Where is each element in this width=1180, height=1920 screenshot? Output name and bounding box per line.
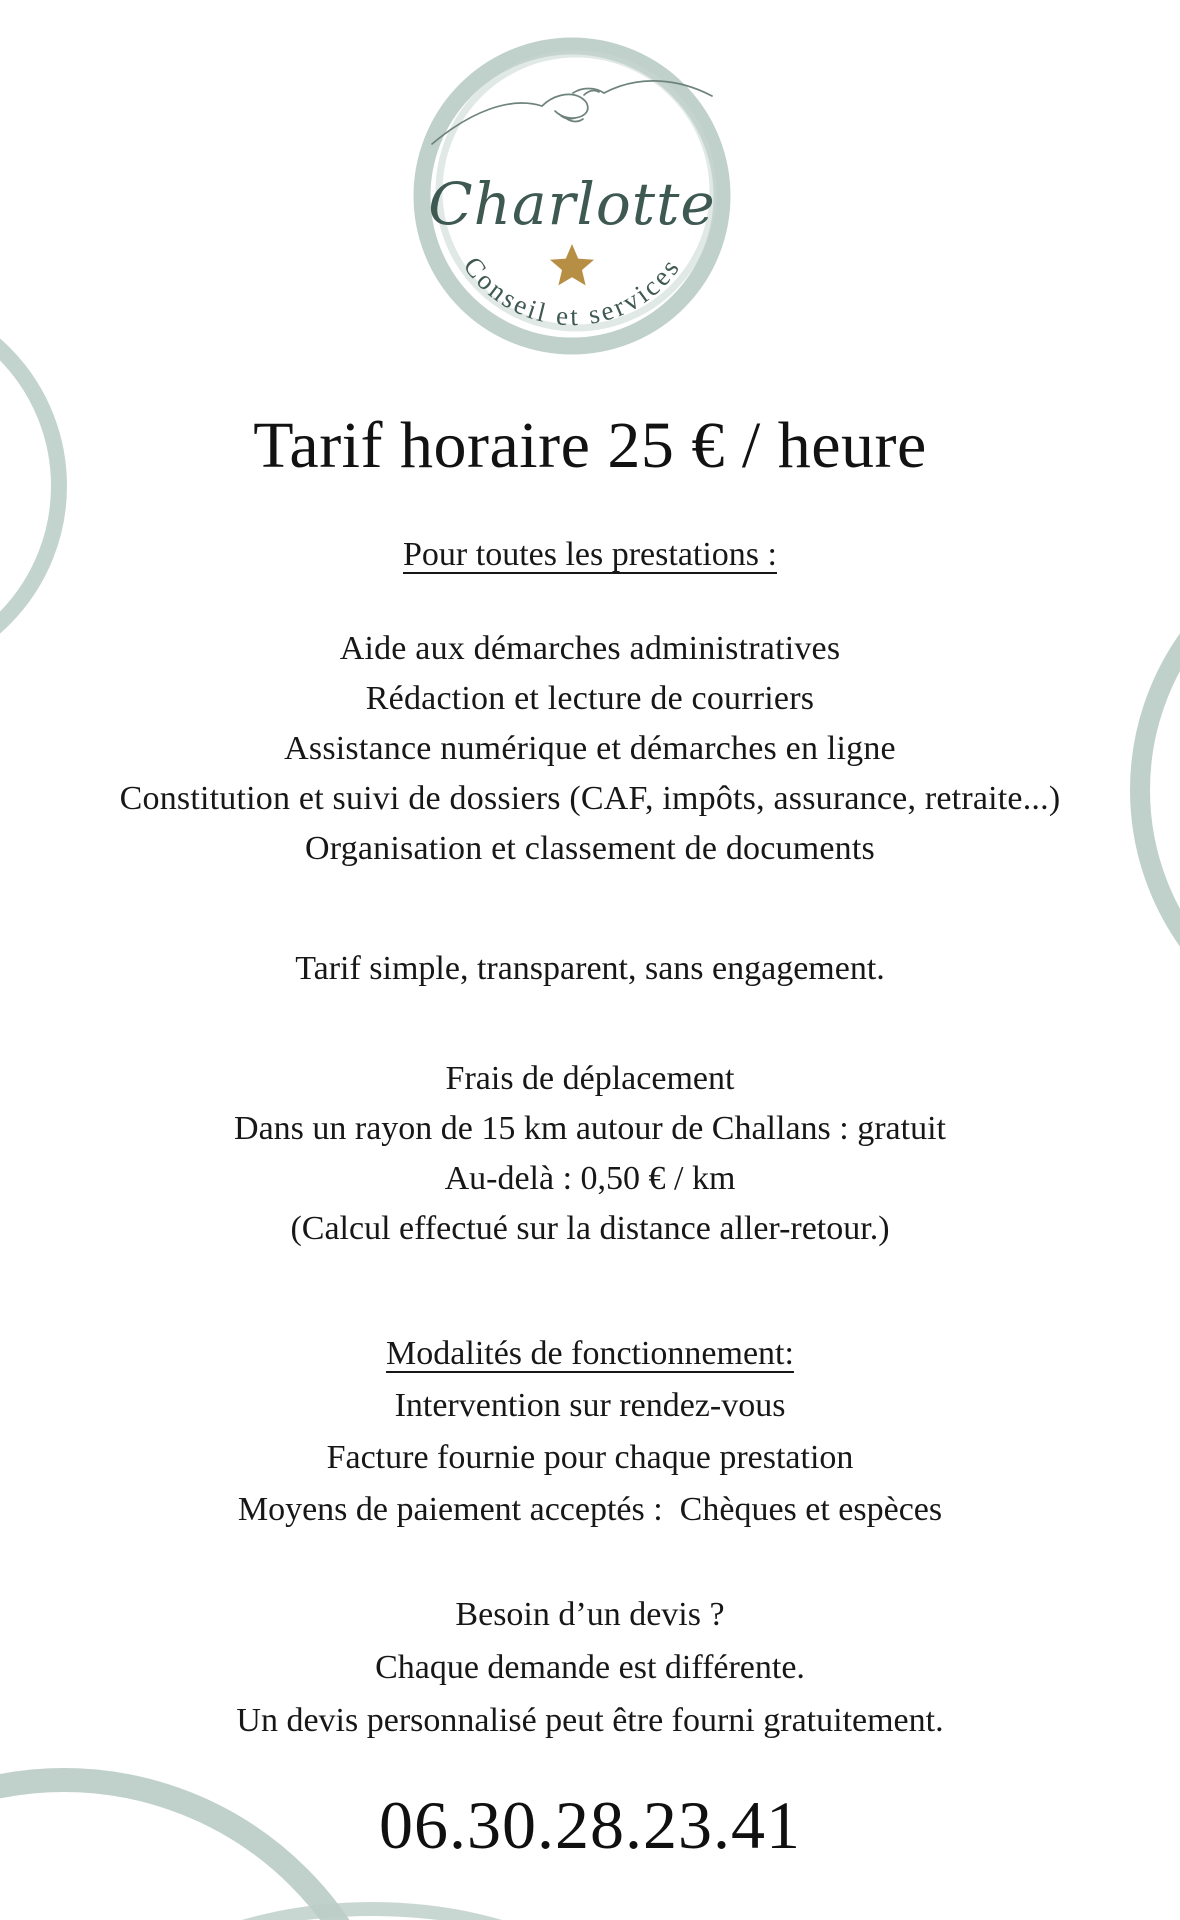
terms-line: Moyens de paiement acceptés : Chèques et espèces (237, 1491, 943, 1528)
travel-fees-heading: Frais de déplacement (445, 1060, 735, 1097)
quote-line: Un devis personnalisé peut être fourni gratuitement. (236, 1702, 944, 1739)
pricing-note: Tarif simple, transparent, sans engagement. (295, 950, 885, 987)
logo-name: Charlotte (428, 170, 716, 238)
terms-heading: Modalités de fonctionnement: (386, 1335, 794, 1372)
subtitle: Pour toutes les prestations : (403, 536, 777, 573)
brush-arc-bottom (92, 1902, 652, 1920)
terms-line: Facture fournie pour chaque prestation (326, 1439, 854, 1476)
subtitle-wrap (0, 536, 1180, 574)
service-item: Constitution et suivi de dossiers (CAF, impôts, assurance, retraite...) (119, 780, 1061, 817)
travel-fees-line: (Calcul effectué sur la distance aller-retour.) (290, 1210, 890, 1247)
services-list (0, 624, 1180, 874)
service-item: Organisation et classement de documents (305, 830, 875, 867)
star-icon (550, 244, 594, 285)
phone-number: 06.30.28.23.41 (379, 1787, 801, 1863)
charlotte-logo (390, 14, 754, 378)
terms-section (0, 1328, 1180, 1536)
service-item: Assistance numérique et démarches en ligne (284, 730, 896, 767)
quote-section (0, 1588, 1180, 1747)
quote-line: Besoin d’un devis ? (455, 1596, 725, 1633)
service-item: Rédaction et lecture de courriers (365, 680, 815, 717)
travel-fees-section (0, 1054, 1180, 1254)
quote-line: Chaque demande est différente. (375, 1649, 805, 1686)
terms-line: Intervention sur rendez-vous (394, 1387, 786, 1424)
travel-fees-line: Au-delà : 0,50 € / km (444, 1160, 736, 1197)
service-item: Aide aux démarches administratives (339, 630, 841, 667)
travel-fees-line: Dans un rayon de 15 km autour de Challans : gratuit (234, 1110, 946, 1147)
logo-tagline: Conseil et services (457, 251, 687, 332)
page-title: Tarif horaire 25 € / heure (253, 409, 927, 482)
